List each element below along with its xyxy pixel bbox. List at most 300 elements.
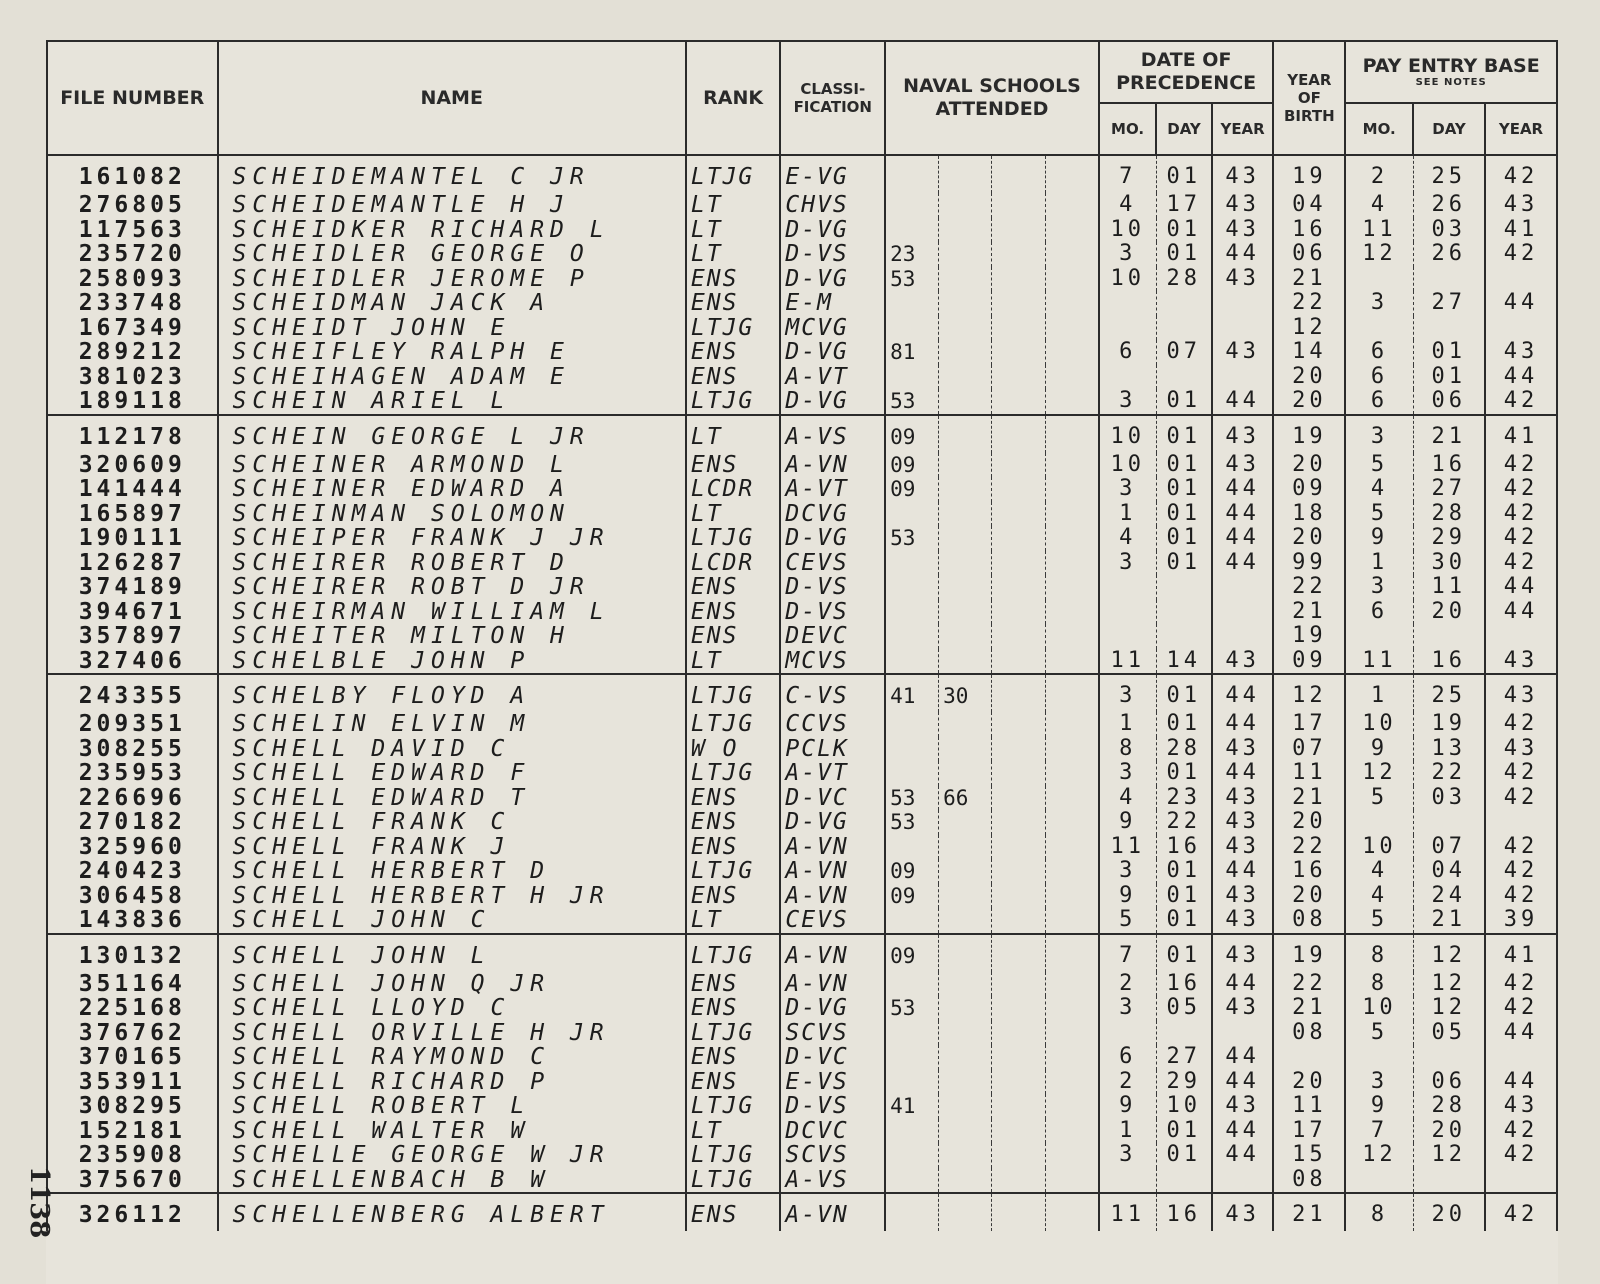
- school-cell: [885, 316, 938, 341]
- precedence-year-cell: 43: [1212, 810, 1274, 835]
- school-cell: [992, 712, 1045, 737]
- classification-cell: A-VN: [780, 859, 885, 884]
- school-cell: 66: [939, 786, 992, 811]
- classification-cell: SCVS: [780, 1021, 885, 1046]
- birth-year-cell: 17: [1273, 712, 1345, 737]
- school-cell: [885, 600, 938, 625]
- school-cell: [885, 712, 938, 737]
- precedence-year-cell: 43: [1212, 996, 1274, 1021]
- precedence-month-cell: [1099, 365, 1157, 390]
- school-cell: [939, 502, 992, 527]
- table-row: [47, 1143, 1557, 1168]
- precedence-month-cell: 3: [1099, 242, 1157, 267]
- precedence-month-cell: 6: [1099, 1045, 1157, 1070]
- pay-entry-day-cell: 26: [1413, 193, 1485, 218]
- precedence-day-cell: 01: [1156, 526, 1211, 551]
- precedence-year-cell: 43: [1212, 908, 1274, 934]
- precedence-month-cell: 11: [1099, 649, 1157, 675]
- school-cell: [1045, 786, 1098, 811]
- birth-year-cell: 22: [1273, 575, 1345, 600]
- precedence-year-cell: 44: [1212, 972, 1274, 997]
- pay-entry-year-cell: 42: [1485, 551, 1557, 576]
- precedence-month-cell: 5: [1099, 908, 1157, 934]
- precedence-day-cell: 16: [1156, 835, 1211, 860]
- classification-cell: A-VN: [780, 1193, 885, 1231]
- precedence-day-cell: 29: [1156, 1070, 1211, 1095]
- pay-entry-day-cell: 16: [1413, 453, 1485, 478]
- pay-entry-day-cell: 25: [1413, 674, 1485, 712]
- precedence-day-cell: 01: [1156, 859, 1211, 884]
- page-number: 1138: [24, 1166, 54, 1239]
- birth-year-cell: 20: [1273, 810, 1345, 835]
- precedence-year-cell: 43: [1212, 737, 1274, 762]
- pay-entry-month-cell: [1345, 316, 1413, 341]
- school-cell: [939, 1193, 992, 1231]
- school-cell: [885, 575, 938, 600]
- precedence-year-cell: 43: [1212, 218, 1274, 243]
- precedence-month-cell: 3: [1099, 674, 1157, 712]
- rank-cell: LT: [686, 1119, 781, 1144]
- school-cell: [939, 526, 992, 551]
- pay-entry-month-cell: 3: [1345, 575, 1413, 600]
- header-date-of-precedence: DATE OF PRECEDENCE: [1099, 41, 1274, 103]
- school-cell: [992, 389, 1045, 415]
- school-cell: [939, 340, 992, 365]
- header-pay-entry-base: [1345, 41, 1557, 103]
- rank-cell: LTJG: [686, 526, 781, 551]
- school-cell: [939, 712, 992, 737]
- rank-cell: ENS: [686, 340, 781, 365]
- file-number-cell: 117563: [47, 218, 218, 243]
- precedence-month-cell: 10: [1099, 267, 1157, 292]
- rank-cell: ENS: [686, 1070, 781, 1095]
- pay-entry-month-cell: 4: [1345, 193, 1413, 218]
- school-cell: [1045, 908, 1098, 934]
- officer-name-cell: SCHEIDT JOHN E: [218, 316, 686, 341]
- file-number-cell: 161082: [47, 155, 218, 193]
- table-row: [47, 267, 1557, 292]
- rank-cell: LT: [686, 502, 781, 527]
- rank-cell: LTJG: [686, 859, 781, 884]
- precedence-year-cell: 43: [1212, 786, 1274, 811]
- pay-entry-month-cell: [1345, 624, 1413, 649]
- pay-entry-month-cell: 6: [1345, 365, 1413, 390]
- school-cell: [939, 996, 992, 1021]
- file-number-cell: 235720: [47, 242, 218, 267]
- school-cell: [939, 1021, 992, 1046]
- precedence-day-cell: 05: [1156, 996, 1211, 1021]
- precedence-month-cell: 3: [1099, 859, 1157, 884]
- pay-entry-day-cell: 01: [1413, 365, 1485, 390]
- precedence-day-cell: 01: [1156, 389, 1211, 415]
- officer-name-cell: SCHEIRER ROBT D JR: [218, 575, 686, 600]
- precedence-day-cell: [1156, 575, 1211, 600]
- classification-cell: SCVS: [780, 1143, 885, 1168]
- rank-cell: ENS: [686, 1193, 781, 1231]
- officer-name-cell: SCHEIDKER RICHARD L: [218, 218, 686, 243]
- pay-entry-day-cell: 30: [1413, 551, 1485, 576]
- rank-cell: ENS: [686, 291, 781, 316]
- table-row: [47, 575, 1557, 600]
- precedence-day-cell: [1156, 291, 1211, 316]
- school-cell: [1045, 1021, 1098, 1046]
- birth-year-cell: 22: [1273, 972, 1345, 997]
- birth-year-cell: 06: [1273, 242, 1345, 267]
- file-number-cell: 353911: [47, 1070, 218, 1095]
- school-cell: [992, 193, 1045, 218]
- header-peb-day: DAY: [1413, 103, 1485, 155]
- officer-name-cell: SCHEIN ARIEL L: [218, 389, 686, 415]
- school-cell: [939, 477, 992, 502]
- school-cell: [885, 365, 938, 390]
- birth-year-cell: 20: [1273, 1070, 1345, 1095]
- file-number-cell: 126287: [47, 551, 218, 576]
- precedence-year-cell: [1212, 575, 1274, 600]
- birth-year-cell: 19: [1273, 934, 1345, 972]
- file-number-cell: 226696: [47, 786, 218, 811]
- classification-cell: D-VC: [780, 786, 885, 811]
- school-cell: [939, 551, 992, 576]
- precedence-month-cell: 9: [1099, 884, 1157, 909]
- precedence-month-cell: [1099, 624, 1157, 649]
- officer-name-cell: SCHEIRER ROBERT D: [218, 551, 686, 576]
- precedence-month-cell: 9: [1099, 810, 1157, 835]
- file-number-cell: 141444: [47, 477, 218, 502]
- school-cell: [1045, 291, 1098, 316]
- rank-cell: ENS: [686, 972, 781, 997]
- precedence-month-cell: 2: [1099, 972, 1157, 997]
- pay-entry-day-cell: 12: [1413, 934, 1485, 972]
- rank-cell: ENS: [686, 810, 781, 835]
- table-row: [47, 502, 1557, 527]
- precedence-year-cell: 44: [1212, 1070, 1274, 1095]
- precedence-month-cell: [1099, 316, 1157, 341]
- school-cell: [992, 340, 1045, 365]
- classification-cell: A-VN: [780, 835, 885, 860]
- classification-cell: D-VG: [780, 340, 885, 365]
- header-name: NAME: [218, 41, 686, 155]
- school-cell: [1045, 934, 1098, 972]
- officer-name-cell: SCHELL ROBERT L: [218, 1094, 686, 1119]
- school-cell: [939, 934, 992, 972]
- precedence-month-cell: [1099, 291, 1157, 316]
- precedence-year-cell: [1212, 316, 1274, 341]
- precedence-day-cell: 01: [1156, 155, 1211, 193]
- precedence-month-cell: 7: [1099, 155, 1157, 193]
- rank-cell: LTJG: [686, 712, 781, 737]
- pay-entry-month-cell: 10: [1345, 996, 1413, 1021]
- pay-entry-year-cell: 42: [1485, 155, 1557, 193]
- precedence-year-cell: 43: [1212, 453, 1274, 478]
- classification-cell: CHVS: [780, 193, 885, 218]
- precedence-day-cell: 01: [1156, 674, 1211, 712]
- school-cell: [992, 1193, 1045, 1231]
- see-notes-label: SEE NOTES: [1415, 77, 1487, 89]
- school-cell: [992, 155, 1045, 193]
- school-cell: [992, 761, 1045, 786]
- precedence-year-cell: 43: [1212, 1193, 1274, 1231]
- school-cell: [939, 761, 992, 786]
- header-peb-year: YEAR: [1485, 103, 1557, 155]
- rank-cell: ENS: [686, 600, 781, 625]
- pay-entry-year-cell: [1485, 1168, 1557, 1194]
- rank-cell: LTJG: [686, 389, 781, 415]
- precedence-month-cell: [1099, 575, 1157, 600]
- classification-cell: E-VG: [780, 155, 885, 193]
- header-peb-mo: MO.: [1345, 103, 1413, 155]
- precedence-day-cell: [1156, 316, 1211, 341]
- pay-entry-year-cell: 43: [1485, 340, 1557, 365]
- precedence-month-cell: 3: [1099, 389, 1157, 415]
- precedence-month-cell: 10: [1099, 218, 1157, 243]
- school-cell: [885, 502, 938, 527]
- rank-cell: ENS: [686, 786, 781, 811]
- pay-entry-year-cell: 42: [1485, 1143, 1557, 1168]
- school-cell: [992, 674, 1045, 712]
- officer-name-cell: SCHEINER EDWARD A: [218, 477, 686, 502]
- officer-name-cell: SCHEINMAN SOLOMON: [218, 502, 686, 527]
- school-cell: [939, 908, 992, 934]
- school-cell: 53: [885, 526, 938, 551]
- table-row: [47, 835, 1557, 860]
- pay-entry-day-cell: 06: [1413, 1070, 1485, 1095]
- school-cell: [1045, 502, 1098, 527]
- precedence-day-cell: 01: [1156, 761, 1211, 786]
- classification-cell: D-VG: [780, 810, 885, 835]
- classification-cell: MCVS: [780, 649, 885, 675]
- file-number-cell: 289212: [47, 340, 218, 365]
- pay-entry-day-cell: 20: [1413, 1193, 1485, 1231]
- precedence-year-cell: 43: [1212, 340, 1274, 365]
- table-row: [47, 972, 1557, 997]
- birth-year-cell: 04: [1273, 193, 1345, 218]
- officer-name-cell: SCHELL ORVILLE H JR: [218, 1021, 686, 1046]
- classification-cell: DEVC: [780, 624, 885, 649]
- table-row: [47, 316, 1557, 341]
- pay-entry-month-cell: 12: [1345, 242, 1413, 267]
- precedence-month-cell: 3: [1099, 551, 1157, 576]
- pay-entry-day-cell: 27: [1413, 477, 1485, 502]
- file-number-cell: 327406: [47, 649, 218, 675]
- school-cell: 09: [885, 859, 938, 884]
- rank-cell: LTJG: [686, 1143, 781, 1168]
- rank-cell: ENS: [686, 453, 781, 478]
- school-cell: [992, 649, 1045, 675]
- pay-entry-month-cell: 1: [1345, 674, 1413, 712]
- school-cell: [1045, 649, 1098, 675]
- precedence-day-cell: 28: [1156, 737, 1211, 762]
- officer-name-cell: SCHEIN GEORGE L JR: [218, 415, 686, 453]
- table-row: [47, 365, 1557, 390]
- school-cell: [1045, 810, 1098, 835]
- table-row: [47, 453, 1557, 478]
- pay-entry-month-cell: 9: [1345, 526, 1413, 551]
- precedence-day-cell: [1156, 1168, 1211, 1194]
- birth-year-cell: 20: [1273, 526, 1345, 551]
- pay-entry-day-cell: 20: [1413, 600, 1485, 625]
- precedence-month-cell: 3: [1099, 761, 1157, 786]
- pay-entry-year-cell: 42: [1485, 502, 1557, 527]
- school-cell: [1045, 1119, 1098, 1144]
- school-cell: [992, 242, 1045, 267]
- officer-name-cell: SCHELL JOHN C: [218, 908, 686, 934]
- table-row: [47, 155, 1557, 193]
- pay-entry-day-cell: 27: [1413, 291, 1485, 316]
- precedence-year-cell: 44: [1212, 1045, 1274, 1070]
- school-cell: [992, 996, 1045, 1021]
- header-dop-mo: MO.: [1099, 103, 1157, 155]
- pay-entry-day-cell: [1413, 810, 1485, 835]
- school-cell: [885, 1143, 938, 1168]
- file-number-cell: 167349: [47, 316, 218, 341]
- school-cell: [885, 1193, 938, 1231]
- precedence-month-cell: 3: [1099, 477, 1157, 502]
- officer-name-cell: SCHEIDEMANTLE H J: [218, 193, 686, 218]
- school-cell: [939, 415, 992, 453]
- precedence-year-cell: 44: [1212, 674, 1274, 712]
- classification-cell: DCVC: [780, 1119, 885, 1144]
- precedence-month-cell: 4: [1099, 193, 1157, 218]
- pay-entry-month-cell: 3: [1345, 1070, 1413, 1095]
- pay-entry-month-cell: 5: [1345, 502, 1413, 527]
- table-row: [47, 1021, 1557, 1046]
- table-row: [47, 551, 1557, 576]
- table-row: [47, 340, 1557, 365]
- classification-cell: A-VT: [780, 365, 885, 390]
- file-number-cell: 376762: [47, 1021, 218, 1046]
- table-row: [47, 859, 1557, 884]
- pay-entry-year-cell: [1485, 316, 1557, 341]
- pay-entry-day-cell: 06: [1413, 389, 1485, 415]
- officer-name-cell: SCHEIDEMANTEL C JR: [218, 155, 686, 193]
- school-cell: [1045, 575, 1098, 600]
- officer-name-cell: SCHELL LLOYD C: [218, 996, 686, 1021]
- officer-name-cell: SCHEIPER FRANK J JR: [218, 526, 686, 551]
- pay-entry-day-cell: 12: [1413, 996, 1485, 1021]
- pay-entry-month-cell: [1345, 1045, 1413, 1070]
- school-cell: [885, 649, 938, 675]
- pay-entry-day-cell: 03: [1413, 218, 1485, 243]
- rank-cell: ENS: [686, 1045, 781, 1070]
- pay-entry-year-cell: 42: [1485, 477, 1557, 502]
- pay-entry-year-cell: 42: [1485, 453, 1557, 478]
- birth-year-cell: 20: [1273, 389, 1345, 415]
- school-cell: [1045, 835, 1098, 860]
- school-cell: [992, 1143, 1045, 1168]
- school-cell: [939, 810, 992, 835]
- school-cell: [1045, 996, 1098, 1021]
- birth-year-cell: 09: [1273, 649, 1345, 675]
- pay-entry-month-cell: 4: [1345, 884, 1413, 909]
- classification-cell: A-VS: [780, 1168, 885, 1194]
- precedence-month-cell: 8: [1099, 737, 1157, 762]
- school-cell: [992, 502, 1045, 527]
- birth-year-cell: 14: [1273, 340, 1345, 365]
- school-cell: [885, 291, 938, 316]
- school-cell: [939, 649, 992, 675]
- officer-name-cell: SCHEITER MILTON H: [218, 624, 686, 649]
- school-cell: [939, 1168, 992, 1194]
- school-cell: [1045, 1143, 1098, 1168]
- pay-entry-year-cell: [1485, 267, 1557, 292]
- precedence-day-cell: 01: [1156, 1119, 1211, 1144]
- file-number-cell: 394671: [47, 600, 218, 625]
- precedence-year-cell: [1212, 1168, 1274, 1194]
- precedence-year-cell: [1212, 1021, 1274, 1046]
- school-cell: [939, 1094, 992, 1119]
- precedence-year-cell: 44: [1212, 502, 1274, 527]
- precedence-year-cell: 44: [1212, 761, 1274, 786]
- pay-entry-year-cell: 42: [1485, 972, 1557, 997]
- school-cell: [885, 193, 938, 218]
- pay-entry-month-cell: 5: [1345, 908, 1413, 934]
- school-cell: [939, 1119, 992, 1144]
- precedence-year-cell: 43: [1212, 934, 1274, 972]
- pay-entry-day-cell: 01: [1413, 340, 1485, 365]
- pay-entry-year-cell: 42: [1485, 712, 1557, 737]
- school-cell: [885, 1070, 938, 1095]
- precedence-month-cell: 3: [1099, 996, 1157, 1021]
- officer-name-cell: SCHELL FRANK C: [218, 810, 686, 835]
- pay-entry-day-cell: 13: [1413, 737, 1485, 762]
- school-cell: [1045, 526, 1098, 551]
- pay-entry-month-cell: 12: [1345, 761, 1413, 786]
- birth-year-cell: 19: [1273, 624, 1345, 649]
- header-dop-year: YEAR: [1212, 103, 1274, 155]
- pay-entry-day-cell: 12: [1413, 972, 1485, 997]
- officer-name-cell: SCHELL RICHARD P: [218, 1070, 686, 1095]
- pay-entry-day-cell: [1413, 1045, 1485, 1070]
- birth-year-cell: 21: [1273, 1193, 1345, 1231]
- header-naval-schools: NAVAL SCHOOLS ATTENDED: [885, 41, 1099, 155]
- header-file-number: FILE NUMBER: [47, 41, 218, 155]
- school-cell: 53: [885, 267, 938, 292]
- school-cell: [885, 1119, 938, 1144]
- officer-name-cell: SCHEINER ARMOND L: [218, 453, 686, 478]
- school-cell: [1045, 453, 1098, 478]
- classification-cell: A-VS: [780, 415, 885, 453]
- file-number-cell: 243355: [47, 674, 218, 712]
- school-cell: [939, 155, 992, 193]
- file-number-cell: 130132: [47, 934, 218, 972]
- pay-entry-year-cell: 44: [1485, 1070, 1557, 1095]
- school-cell: [992, 835, 1045, 860]
- file-number-cell: 276805: [47, 193, 218, 218]
- school-cell: [885, 761, 938, 786]
- precedence-day-cell: [1156, 624, 1211, 649]
- school-cell: [885, 218, 938, 243]
- precedence-month-cell: 4: [1099, 526, 1157, 551]
- rank-cell: ENS: [686, 575, 781, 600]
- file-number-cell: 308295: [47, 1094, 218, 1119]
- pay-entry-day-cell: 20: [1413, 1119, 1485, 1144]
- rank-cell: LT: [686, 193, 781, 218]
- school-cell: [992, 1021, 1045, 1046]
- file-number-cell: 209351: [47, 712, 218, 737]
- precedence-year-cell: 44: [1212, 1119, 1274, 1144]
- school-cell: [1045, 389, 1098, 415]
- pay-entry-year-cell: 44: [1485, 291, 1557, 316]
- precedence-month-cell: 3: [1099, 1143, 1157, 1168]
- school-cell: [1045, 1168, 1098, 1194]
- school-cell: [939, 624, 992, 649]
- precedence-month-cell: 7: [1099, 934, 1157, 972]
- school-cell: [939, 1143, 992, 1168]
- birth-year-cell: 21: [1273, 600, 1345, 625]
- precedence-year-cell: 43: [1212, 649, 1274, 675]
- precedence-year-cell: [1212, 291, 1274, 316]
- pay-entry-month-cell: 5: [1345, 453, 1413, 478]
